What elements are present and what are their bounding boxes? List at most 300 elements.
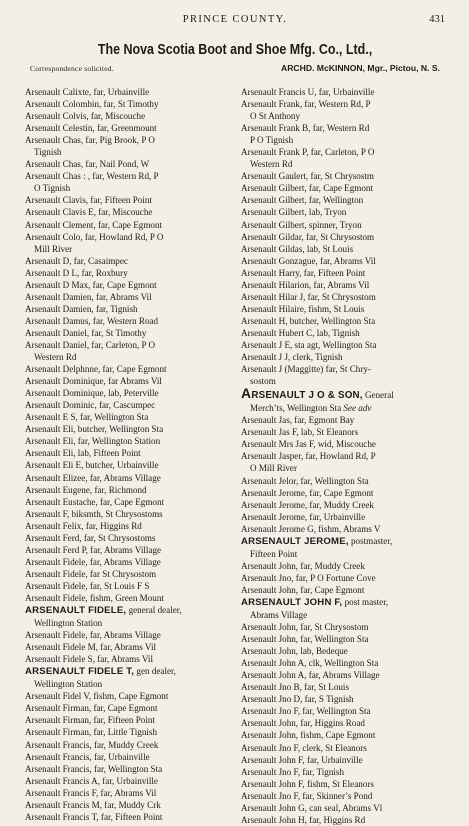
entry-text: Arsenault Chas : , far, Western Rd, P [25, 171, 159, 182]
directory-entry [241, 766, 446, 778]
entry-line [241, 147, 374, 157]
entry-continuation-text: Abrams Village [250, 610, 308, 621]
directory-entry [241, 499, 446, 511]
entry-text: Arsenault D Max, far, Cape Egmont [25, 279, 157, 290]
left-column [25, 86, 230, 823]
directory-entry [241, 303, 446, 315]
directory-entry [241, 693, 446, 705]
directory-entry [25, 484, 230, 496]
directory-entry [25, 122, 230, 134]
entry-line [25, 412, 148, 422]
entry-dropcap: A [241, 385, 252, 402]
entry-line [25, 195, 152, 205]
entry-continuation-text: sostom [250, 376, 276, 387]
entry-text: Arsenault Ferd, far, St Chrysostoms [25, 532, 156, 543]
entry-continuation-text: P O Tignish [250, 135, 294, 146]
entry-line [25, 473, 161, 483]
entry-line [25, 715, 155, 725]
entry-continuation [241, 548, 446, 560]
entry-text: Arsenault Eli, far, Wellington Station [25, 436, 161, 447]
entry-line [241, 597, 388, 607]
entry-line [241, 536, 392, 546]
entry-text: Arsenault Jno, far, P O Fortune Cove [241, 572, 376, 583]
ad-left-note: Correspondence solicited. [30, 64, 114, 73]
directory-entry [241, 182, 446, 194]
entry-line [25, 123, 157, 133]
directory-entry [25, 811, 230, 823]
entry-text: Arsenault Ferd P, far, Abrams Village [25, 544, 162, 555]
entry-continuation [241, 462, 446, 474]
entry-line [25, 460, 158, 470]
directory-entry [241, 742, 446, 754]
entry-text: Arsenault Damien, far, Abrams Vil [25, 291, 152, 302]
directory-entry [241, 523, 446, 535]
entry-text: Arsenault Jas F, lab, St Eleanors [241, 427, 359, 438]
entry-text: Arsenault Francis, far, Muddy Creek [25, 739, 159, 750]
directory-entry [241, 814, 446, 826]
entry-line [241, 706, 371, 716]
entry-line [241, 123, 369, 133]
entry-text: Arsenault John, far, Higgins Road [241, 718, 365, 729]
entry-line [25, 666, 176, 676]
entry-text: Arsenault Gilbert, far, Wellington [241, 195, 364, 206]
entry-text: Arsenault Elizee, far, Abrams Village [25, 472, 161, 483]
entry-text: Arsenault Jerome G, fishm, Abrams V [241, 523, 381, 534]
entry-continuation [25, 182, 230, 194]
directory-entry [241, 487, 446, 499]
entry-line [25, 364, 167, 374]
directory-entry [25, 690, 230, 702]
entry-line [25, 99, 159, 109]
directory-entry [25, 231, 230, 255]
directory-entry [241, 754, 446, 766]
directory-entry [241, 279, 446, 291]
entry-continuation [25, 351, 230, 363]
directory-entry [25, 714, 230, 726]
entry-line [25, 800, 161, 810]
entry-text: Arsenault Frank P, far, Carleton, P O [241, 147, 375, 158]
entry-line [241, 415, 354, 425]
directory-entry [25, 520, 230, 532]
entry-line [241, 767, 344, 777]
directory-entry [25, 435, 230, 447]
entry-text: Arsenault Gildar, far, St Chrysostom [241, 231, 375, 242]
entry-text: Arsenault Jno F, far, Tignish [241, 766, 344, 777]
directory-entry [241, 717, 446, 729]
entry-line [25, 630, 161, 640]
entry-text: Arsenault Fidele S, far, Abrams Vil [25, 654, 153, 665]
ad-right-note: ARCHD. McKINNON, Mgr., Pictou, N. S. [281, 63, 440, 73]
entry-line [25, 388, 159, 398]
entry-text: Arsenault Jno D, far, S Tignish [241, 694, 354, 705]
entry-line [241, 670, 380, 680]
entry-text: Arsenault Calixte, far, Urbainville [25, 87, 150, 97]
entry-line [25, 642, 156, 652]
entry-line [25, 485, 147, 495]
directory-entry [25, 751, 230, 763]
entry-text: Arsenault John, fishm, Cape Egmont [241, 730, 376, 741]
entry-continuation [241, 134, 446, 146]
directory-entry [241, 596, 446, 621]
entry-line [241, 755, 363, 765]
entry-continuation-text: O Tignish [34, 183, 71, 194]
entry-line [25, 328, 146, 338]
entry-text: Arsenault John, far, St Chrysostom [241, 622, 369, 633]
entry-continuation [241, 402, 446, 414]
entry-text: Arsenault Fidele M, far, Abrams Vil [25, 642, 157, 653]
entry-text: Arsenault Frank B, far, Western Rd [241, 123, 370, 134]
entry-line [25, 111, 145, 121]
directory-entry [241, 146, 446, 170]
entry-continuation [25, 243, 230, 255]
entry-text: gen dealer, [134, 666, 176, 677]
entry-text: Arsenault Eustache, far, Cape Egmont [25, 496, 165, 507]
directory-entry [241, 633, 446, 645]
entry-continuation-text: O St Anthony [250, 111, 301, 122]
directory-entry [25, 279, 230, 291]
entry-text: Arsenault John F, far, Urbainville [241, 754, 363, 765]
directory-entry [25, 110, 230, 122]
entry-text: Arsenault Gilbert, lab, Tryon [241, 207, 347, 218]
entry-text: Arsenault Gilbert, spinner, Tryon [241, 219, 362, 230]
entry-text: Arsenault Francis, far, Wellington Sta [25, 763, 163, 774]
entry-line [241, 730, 375, 740]
directory-entry [25, 580, 230, 592]
directory-entry [25, 532, 230, 544]
entry-line [241, 743, 367, 753]
entry-line [241, 385, 394, 402]
entry-continuation-text: O Mill River [250, 463, 297, 474]
entry-continuation [25, 617, 230, 629]
entry-line [241, 364, 371, 374]
directory-entry [241, 98, 446, 122]
entry-text: Arsenault Daniel, far, St Timothy [25, 327, 147, 338]
entry-line [241, 646, 348, 656]
directory-entry [25, 303, 230, 315]
directory-entry [241, 621, 446, 633]
entry-text: Arsenault Eli, butcher, Wellington Sta [25, 424, 164, 435]
entry-text: Arsenault John A, far, Abrams Village [241, 670, 380, 681]
entry-line [241, 718, 365, 728]
entry-text: Arsenault Chas, far, Nail Pond, W [25, 159, 150, 170]
directory-entry [25, 787, 230, 799]
directory-entry [25, 653, 230, 665]
directory-entry [25, 726, 230, 738]
entry-line [25, 509, 163, 519]
entry-text: Arsenault Francis U, far, Urbainville [241, 87, 375, 97]
entry-text: Arsenault Gaulert, far, St Chrysostm [241, 171, 374, 182]
entry-text: Arsenault Damus, far, Western Road [25, 315, 159, 326]
entry-line [241, 340, 377, 350]
directory-entry [25, 387, 230, 399]
entry-text: Arsenault J (Maggitte) far, St Chry- [241, 364, 371, 375]
entry-line [241, 195, 363, 205]
directory-entry [25, 775, 230, 787]
entry-highlight-text: RSENAULT J O & SON, [251, 390, 363, 402]
entry-line [25, 268, 128, 278]
directory-entry [25, 763, 230, 775]
directory-entry [241, 339, 446, 351]
directory-entry [241, 194, 446, 206]
directory-entry [25, 544, 230, 556]
entry-line [25, 654, 153, 664]
entry-line [241, 171, 374, 181]
entry-line [25, 376, 162, 386]
directory-entry [25, 496, 230, 508]
directory-entry [241, 426, 446, 438]
entry-line [241, 488, 373, 498]
directory-entry [25, 459, 230, 471]
page-number: 431 [429, 14, 445, 25]
entry-text: Arsenault E S, far, Wellington Sta [25, 412, 149, 423]
entry-text: Arsenault Eli E, butcher, Urbainville [25, 460, 159, 471]
entry-line [241, 561, 365, 571]
entry-text: Arsenault Clavis, far, Fifteen Point [25, 195, 152, 206]
directory-entry [241, 729, 446, 741]
entry-continuation [25, 678, 230, 690]
entry-line [25, 400, 155, 410]
entry-text: Arsenault Francis M, far, Muddy Crk [25, 799, 161, 810]
directory-entry [241, 705, 446, 717]
entry-text: Arsenault Dominique, far Abrams Vil [25, 376, 162, 387]
entry-line [241, 524, 381, 534]
directory-entry [25, 592, 230, 604]
entry-text: Arsenault Gildas, lab, St Louis [241, 243, 354, 254]
directory-entry [25, 170, 230, 194]
entry-line [241, 791, 372, 801]
entry-line [25, 304, 138, 314]
directory-entry [241, 327, 446, 339]
entry-line [25, 497, 164, 507]
directory-entry [25, 411, 230, 423]
entry-highlight-text: ARSENAULT FIDELE, [25, 605, 127, 617]
entry-text: Arsenault John H, far, Higgins Rd [241, 814, 366, 825]
entry-text: Arsenault Francis A, far, Urbainville [25, 775, 158, 786]
directory-entry [25, 255, 230, 267]
entry-line [25, 424, 163, 434]
entry-text: Arsenault Francis F, far, Abrams Vil [25, 787, 157, 798]
entry-line [25, 593, 164, 603]
directory-entry [25, 508, 230, 520]
entry-highlight [25, 666, 134, 677]
entry-text: Arsenault Jno F, far, Skinner’s Pond [241, 790, 373, 801]
directory-entry [25, 315, 230, 327]
directory-entry [241, 206, 446, 218]
directory-entry [241, 351, 446, 363]
entry-text: Arsenault Fidele, far, Abrams Village [25, 630, 161, 641]
entry-line [241, 328, 360, 338]
entry-text: Arsenault Jno B, far, St Louis [241, 682, 349, 693]
entry-continuation [241, 110, 446, 122]
directory-entry [25, 206, 230, 218]
ad-company-name: The Nova Scotia Boot and Shoe Mfg. Co., Ltd., [97, 42, 373, 58]
entry-line [25, 581, 149, 591]
entry-text: Arsenault Jas, far, Egmont Bay [241, 415, 355, 426]
entry-line [241, 220, 362, 230]
entry-text: Arsenault Harry, far, Fifteen Point [241, 267, 366, 278]
entry-highlight-text: ARSENAULT FIDELE T, [25, 666, 135, 678]
entry-text: Arsenault John A, clk, Wellington Sta [241, 658, 379, 669]
entry-text: Arsenault Jno F, clerk, St Eleanors [241, 742, 367, 753]
entry-line [241, 476, 369, 486]
entry-continuation-text: Wellington Station [34, 679, 103, 690]
entry-line [25, 292, 152, 302]
entry-line [241, 427, 358, 437]
entry-line [25, 340, 155, 350]
entry-line [241, 803, 382, 813]
entry-line [25, 812, 162, 822]
entry-line [241, 292, 376, 302]
entry-line [25, 605, 182, 615]
entry-line [241, 352, 343, 362]
entry-line [25, 436, 160, 446]
entry-text: Arsenault Jno F, far, Wellington Sta [241, 706, 371, 717]
directory-entry [241, 572, 446, 584]
entry-text: Arsenault Hilarion, far, Abrams Vil [241, 279, 370, 290]
entry-text: Arsenault John G, can seal, Abrams Vl [241, 802, 383, 813]
see-adv-note: See adv [343, 403, 372, 414]
entry-continuation-text: Mill River [34, 243, 73, 254]
directory-entry [25, 472, 230, 484]
directory-entry [25, 98, 230, 110]
directory-entry [241, 363, 446, 387]
entry-text: Arsenault Celestin, far, Greenmount [25, 123, 157, 134]
entry-line [241, 815, 365, 825]
entry-line [241, 451, 376, 461]
entry-text: Arsenault Firman, far, Little Tignish [25, 727, 157, 738]
entry-line [25, 545, 161, 555]
entry-text: Arsenault Francis T, far, Fifteen Point [25, 811, 163, 822]
entry-line [25, 691, 168, 701]
directory-entry [25, 86, 230, 98]
entry-line [25, 220, 162, 230]
entry-line [241, 682, 349, 692]
entry-line [25, 788, 156, 798]
directory-entry [25, 739, 230, 751]
directory-entry [241, 560, 446, 572]
directory-entry [241, 450, 446, 474]
entry-text: Arsenault John, far, Wellington Sta [241, 634, 369, 645]
entry-line [241, 500, 374, 510]
entry-text: Arsenault Hilaire, fishm, St Louis [241, 303, 365, 314]
entry-text: Arsenault Francis, far, Urbainville [25, 751, 150, 762]
directory-entry [25, 327, 230, 339]
entry-text: Arsenault Fidele, far St Chrysostom [25, 568, 157, 579]
entry-line [25, 521, 142, 531]
directory-entry [25, 219, 230, 231]
entry-text: Arsenault Hilar J, far, St Chrysostom [241, 291, 376, 302]
entry-text: Arsenault Chas, far, Pig Brook, P O [25, 135, 155, 146]
entry-text: Arsenault Jerome, far, Urbainville [241, 511, 366, 522]
entry-line [25, 316, 158, 326]
entry-line [25, 776, 158, 786]
entry-text: Arsenault Colo, far, Howland Rd, P O [25, 231, 164, 242]
entry-text: Arsenault John, far, Muddy Creek [241, 560, 365, 571]
entry-text: Arsenault J E, sta agt, Wellington Sta [241, 339, 377, 350]
directory-entry [241, 243, 446, 255]
entry-text: Arsenault Gonzague, far, Abrams Vil [241, 255, 376, 266]
entry-line [241, 280, 369, 290]
entry-text: Arsenault John, far, Cape Egmont [241, 584, 365, 595]
page-title: PRINCE COUNTY. [182, 14, 288, 25]
entry-line [241, 304, 364, 314]
entry-continuation-text: Fifteen Point [250, 548, 298, 559]
directory-entry [241, 645, 446, 657]
entry-line [25, 171, 159, 181]
directory-entry [25, 702, 230, 714]
directory-entry [241, 219, 446, 231]
directory-entry [25, 447, 230, 459]
entry-text: Arsenault John F, fishm, St Eleanors [241, 778, 374, 789]
entry-text: Arsenault Colombin, far, St Timothy [25, 99, 159, 110]
entry-text: general dealer, [126, 605, 182, 616]
entry-text: postmaster, [348, 535, 393, 546]
entry-line [25, 87, 149, 97]
directory-entry [25, 194, 230, 206]
entry-text: Arsenault Firman, far, Cape Egmont [25, 703, 158, 714]
entry-highlight [241, 597, 342, 608]
directory-entry [25, 604, 230, 629]
directory-entry [241, 291, 446, 303]
entry-text: Arsenault H, butcher, Wellington Sta [241, 315, 376, 326]
entry-line [241, 232, 374, 242]
entry-continuation-text: Western Rd [250, 159, 293, 170]
entry-line [241, 439, 376, 449]
entry-line [25, 256, 128, 266]
entry-text: Arsenault Firman, far, Fifteen Point [25, 715, 155, 726]
entry-line [25, 752, 150, 762]
directory-entry [25, 568, 230, 580]
entry-text: Arsenault Damien, far, Tignish [25, 303, 138, 314]
entry-line [25, 569, 156, 579]
entry-highlight-text: ARSENAULT JOHN F, [241, 596, 343, 608]
directory-entry [25, 423, 230, 435]
entry-line [25, 207, 152, 217]
directory-entry [25, 339, 230, 363]
directory-entry [241, 681, 446, 693]
directory-entry [25, 291, 230, 303]
entry-text: Arsenault Gilbert, far, Cape Egmont [241, 183, 373, 194]
entry-continuation [25, 146, 230, 158]
entry-text: Arsenault Eugene, far, Richmond [25, 484, 147, 495]
entry-continuation-text: Western Rd [34, 352, 77, 363]
entry-text: Arsenault Fidel V, fishm, Cape Egmont [25, 691, 169, 702]
directory-entry [25, 375, 230, 387]
entry-line [241, 658, 378, 668]
directory-entry [241, 255, 446, 267]
entry-line [241, 634, 369, 644]
entry-text: Arsenault Jelor, far, Wellington Sta [241, 475, 369, 486]
directory-entry [25, 267, 230, 279]
entry-line [241, 694, 354, 704]
directory-entry [241, 778, 446, 790]
directory-entry [25, 134, 230, 158]
entry-text: Arsenault Eli, lab, Fifteen Point [25, 448, 141, 459]
entry-line [241, 512, 365, 522]
directory-entry [241, 170, 446, 182]
right-column [241, 86, 446, 826]
entry-line [25, 557, 161, 567]
entry-text: Arsenault Dominique, lab, Peterville [25, 388, 159, 399]
entry-text: Arsenault D, far, Casaimpec [25, 255, 128, 266]
entry-text: post master, [342, 596, 389, 607]
entry-line [25, 533, 155, 543]
entry-text: Arsenault Jasper, far, Howland Rd, P [241, 451, 376, 462]
entry-text: Arsenault F, biksmth, St Chrysostoms [25, 508, 163, 519]
directory-entry [241, 315, 446, 327]
entry-text: Arsenault Jerome, far, Cape Egmont [241, 487, 374, 498]
directory-entry [241, 267, 446, 279]
